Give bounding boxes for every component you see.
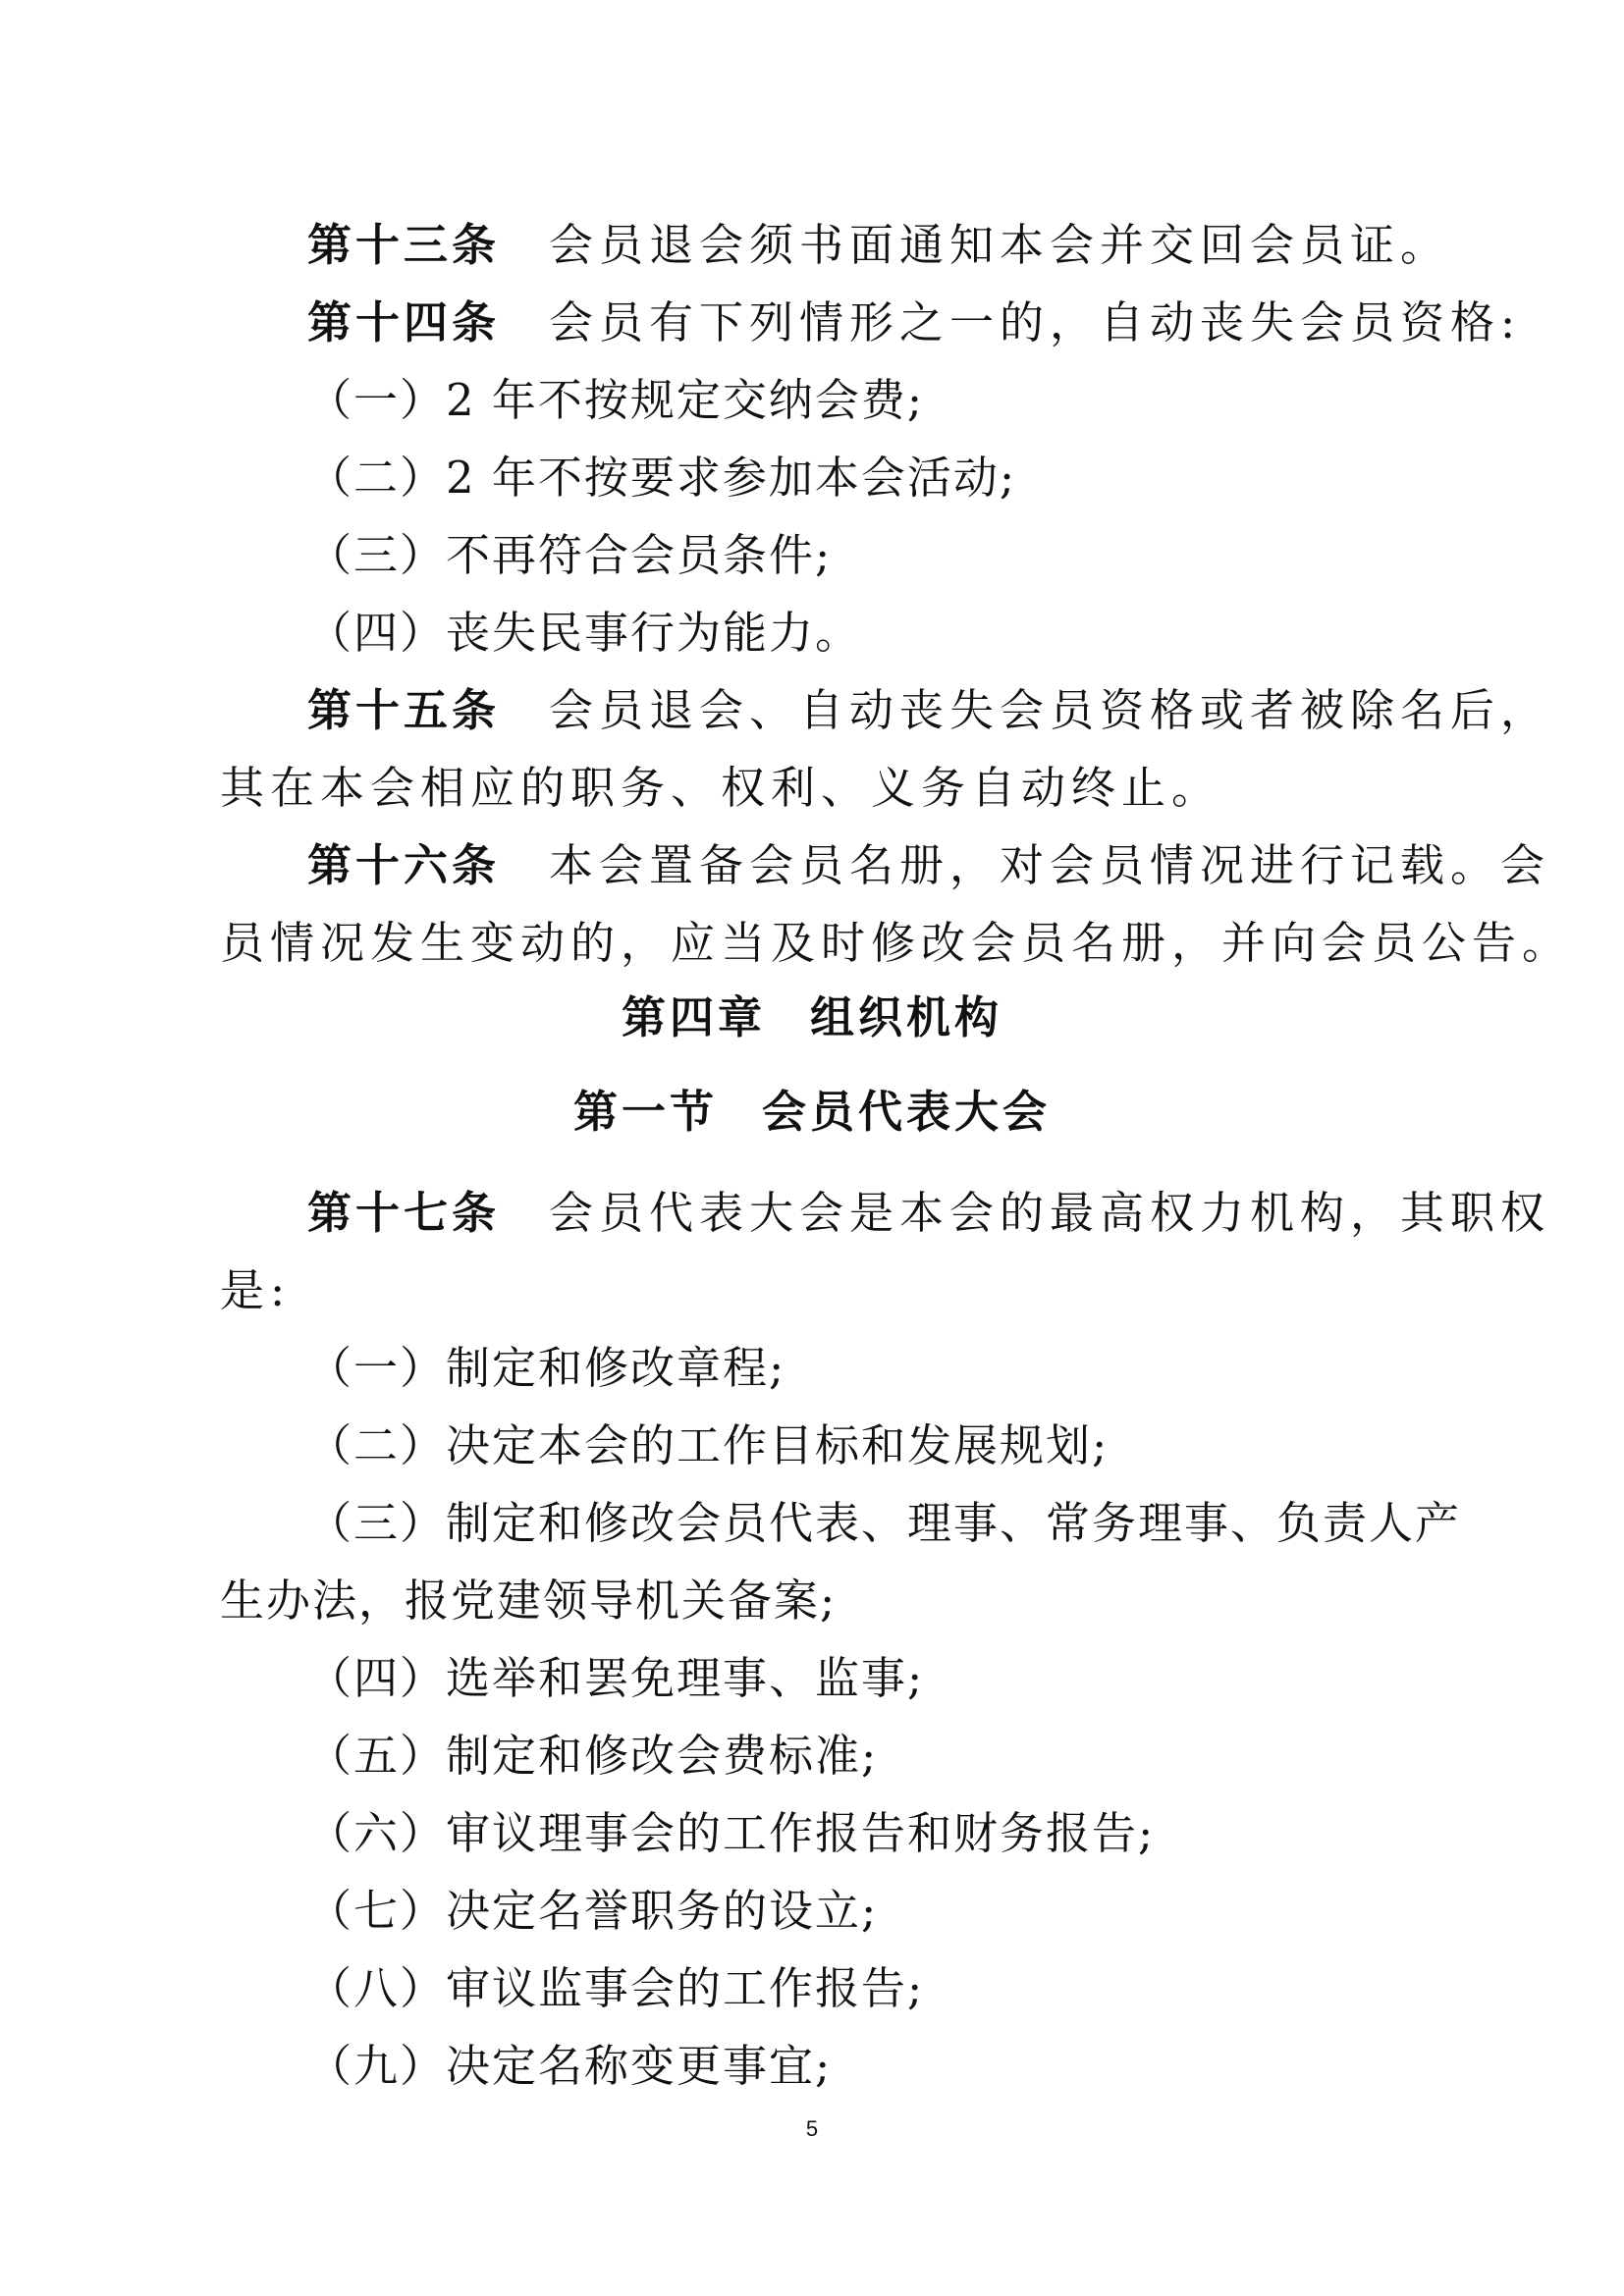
chapter-heading [0,991,1624,1043]
article-14-item-1: （一）2 年不按规定交纳会费; [307,374,925,426]
article-16-continuation: 员情况发生变动的，应当及时修改会员名册，并向会员公告。 [220,917,1573,969]
article-15-label: 第十五条 [307,684,501,736]
article-16-text: 本会置备会员名册，对会员情况进行记载。会 [549,839,1551,891]
section-label: 第一节 [572,1086,718,1138]
article-17-item-4: （四）选举和罢免理事、监事; [307,1652,925,1704]
chapter-title: 组织机构 [810,991,1003,1043]
article-17-item-3-continuation: 生办法，报党建领导机关备案; [220,1575,838,1627]
article-14-text: 会员有下列情形之一的，自动丧失会员资格: [549,296,1522,348]
chapter-label: 第四章 [621,991,766,1043]
article-17-text: 会员代表大会是本会的最高权力机构，其职权 [549,1187,1551,1239]
article-17-item-7: （七）决定名誉职务的设立; [307,1885,879,1937]
article-13 [307,219,1451,271]
article-17-label: 第十七条 [307,1187,501,1239]
article-17-item-5: （五）制定和修改会费标准; [307,1730,879,1782]
article-14-label: 第十四条 [307,296,501,348]
article-17 [307,1187,1551,1239]
article-13-label: 第十三条 [307,219,501,271]
article-17-item-9: （九）决定名称变更事宜; [307,2040,833,2092]
article-16-label: 第十六条 [307,839,501,891]
page-number: 5 [805,2116,819,2141]
article-17-item-2: （二）决定本会的工作目标和发展规划; [307,1419,1110,1471]
article-17-continuation: 是: [220,1264,292,1316]
article-14-item-3: （三）不再符合会员条件; [307,529,833,581]
section-heading [0,1086,1624,1138]
article-17-item-3: （三）制定和修改会员代表、理事、常务理事、负责人产 [307,1497,1462,1549]
article-15 [307,684,1551,736]
article-17-item-8: （八）审议监事会的工作报告; [307,1962,925,2014]
article-17-item-6: （六）审议理事会的工作报告和财务报告; [307,1807,1156,1859]
section-title: 会员代表大会 [762,1086,1052,1138]
article-14 [307,296,1522,348]
article-15-text: 会员退会、自动丧失会员资格或者被除名后， [549,684,1551,736]
article-14-item-4: （四）丧失民事行为能力。 [307,607,862,659]
article-15-continuation: 其在本会相应的职务、权利、义务自动终止。 [220,762,1222,814]
article-14-item-2: （二）2 年不按要求参加本会活动; [307,452,1017,504]
article-13-text: 会员退会须书面通知本会并交回会员证。 [549,219,1451,271]
article-17-item-1: （一）制定和修改章程; [307,1342,786,1394]
article-16 [307,839,1551,891]
